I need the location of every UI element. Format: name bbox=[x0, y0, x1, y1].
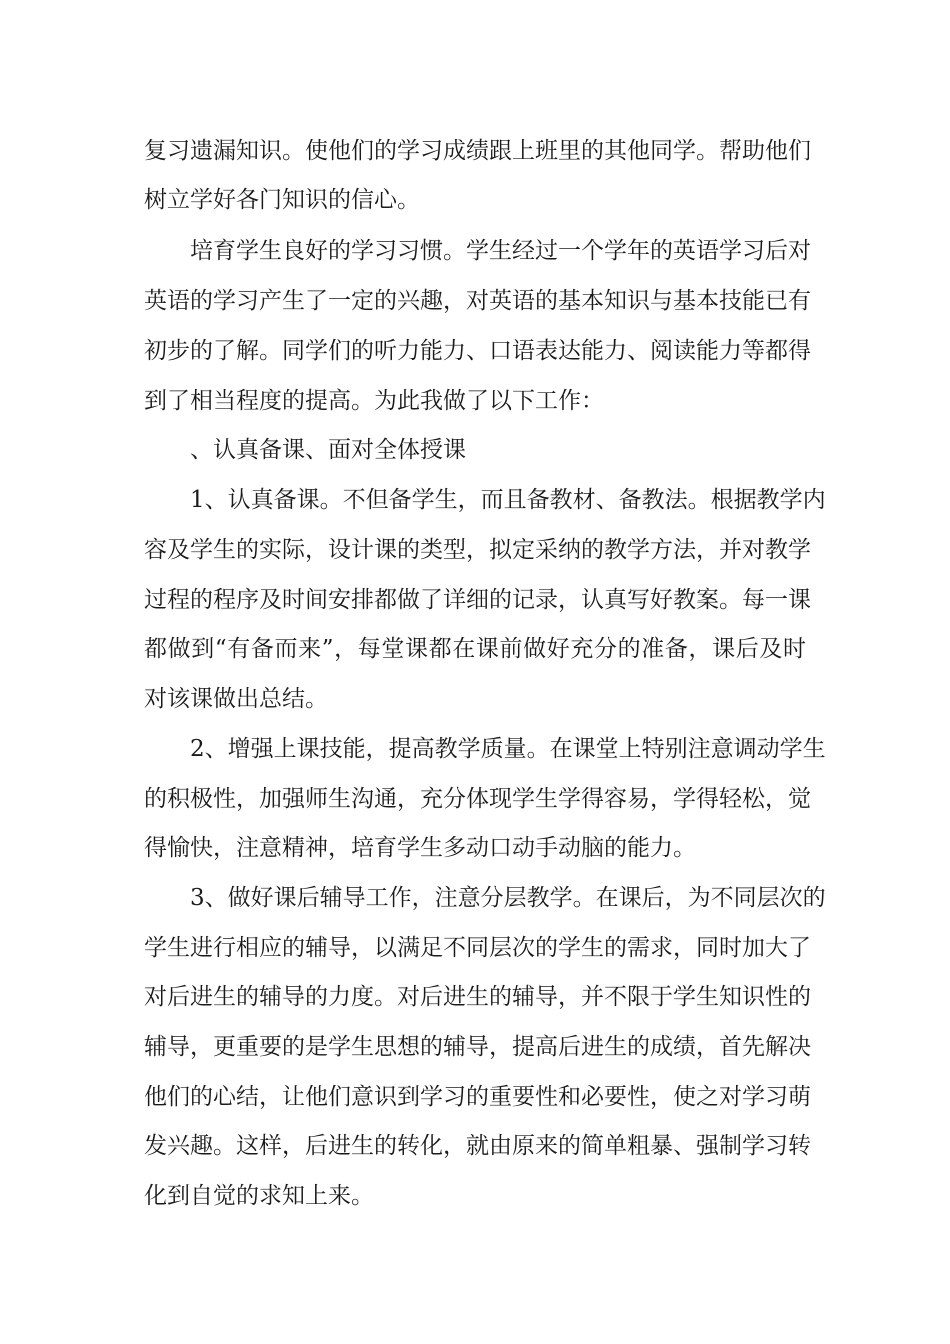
text-line: 英语的学习产生了一定的兴趣，对英语的基本知识与基本技能已有 bbox=[144, 288, 811, 314]
paragraph-first-line: 培育学生良好的学习习惯。学生经过一个学年的英语学习后对 bbox=[190, 238, 811, 264]
text-line: 辅导，更重要的是学生思想的辅导，提高后进生的成绩，首先解决 bbox=[144, 1034, 811, 1060]
text-line: 复习遗漏知识。使他们的学习成绩跟上班里的其他同学。帮助他们 bbox=[144, 138, 811, 164]
text-line: 的积极性，加强师生沟通，充分体现学生学得容易，学得轻松，觉 bbox=[144, 786, 811, 812]
paragraph-first-line: 2、增强上课技能，提高教学质量。在课堂上特别注意调动学生 bbox=[190, 736, 826, 762]
text-line: 学生进行相应的辅导，以满足不同层次的学生的需求，同时加大了 bbox=[144, 935, 811, 961]
text-line: 对该课做出总结。 bbox=[144, 686, 328, 712]
paragraph-first-line: 3、做好课后辅导工作，注意分层教学。在课后，为不同层次的 bbox=[190, 885, 826, 911]
text-line: 对后进生的辅导的力度。对后进生的辅导，并不限于学生知识性的 bbox=[144, 984, 811, 1010]
section-heading: 、认真备课、面对全体授课 bbox=[190, 437, 466, 463]
text-line: 过程的程序及时间安排都做了详细的记录，认真写好教案。每一课 bbox=[144, 587, 811, 613]
text-line: 容及学生的实际，设计课的类型，拟定采纳的教学方法，并对教学 bbox=[144, 537, 811, 563]
text-line: 化到自觉的求知上来。 bbox=[144, 1183, 374, 1209]
text-line: 到了相当程度的提高。为此我做了以下工作： bbox=[144, 388, 604, 414]
text-line: 他们的心结，让他们意识到学习的重要性和必要性，使之对学习萌 bbox=[144, 1084, 811, 1110]
text-line: 发兴趣。这样，后进生的转化，就由原来的简单粗暴、强制学习转 bbox=[144, 1133, 811, 1159]
text-line: 初步的了解。同学们的听力能力、口语表达能力、阅读能力等都得 bbox=[144, 338, 811, 364]
paragraph-first-line: 1、认真备课。不但备学生，而且备教材、备教法。根据教学内 bbox=[190, 487, 826, 513]
text-line: 树立学好各门知识的信心。 bbox=[144, 187, 420, 213]
text-line: 得愉快，注意精神，培育学生多动口动手动脑的能力。 bbox=[144, 835, 696, 861]
text-line: 都做到“有备而来”，每堂课都在课前做好充分的准备，课后及时 bbox=[144, 636, 806, 662]
